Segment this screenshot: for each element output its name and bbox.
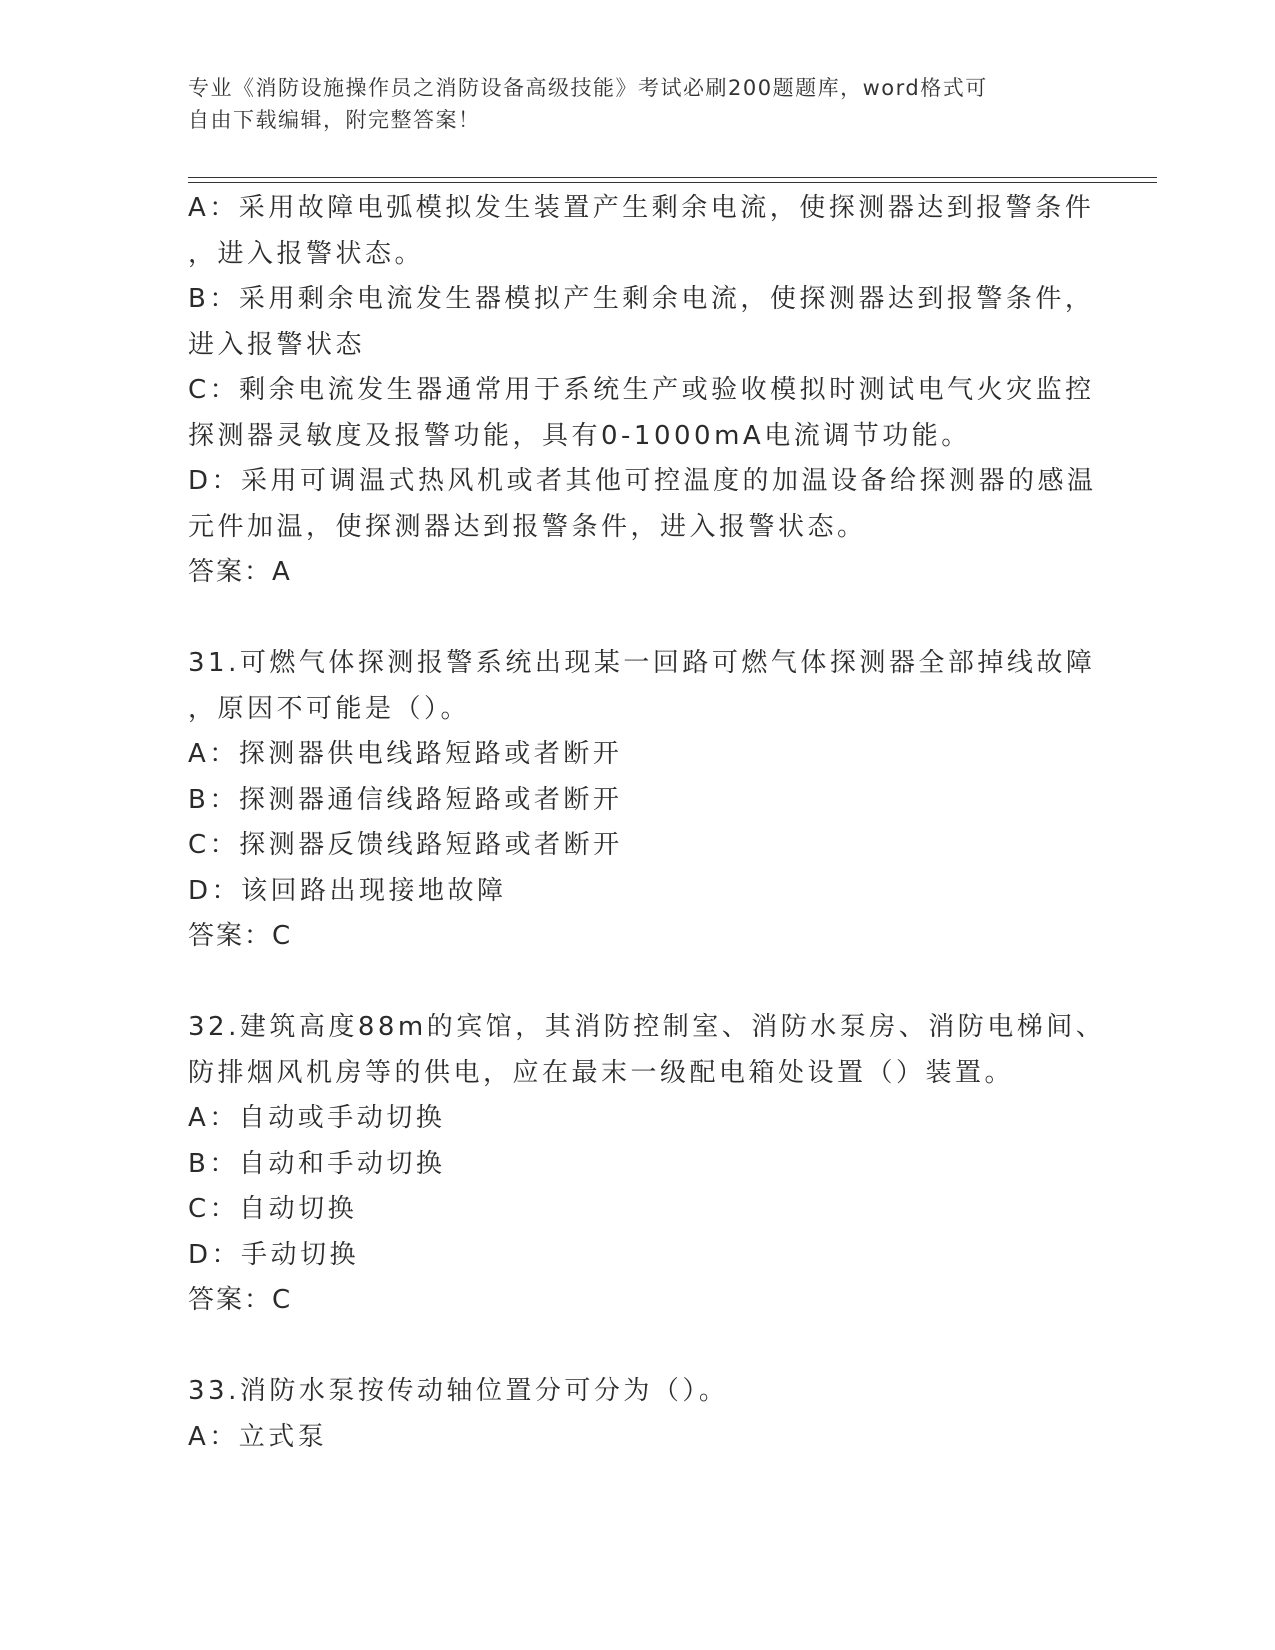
question-33 (188, 1369, 1088, 1460)
question-stem-line-1: 33.消防水泵按传动轴位置分可分为（）。 (188, 1376, 729, 1406)
document-header (188, 72, 1068, 136)
question-stem-line-1: 31.可燃气体探测报警系统出现某一回路可燃气体探测器全部掉线故障 (188, 648, 1096, 678)
question-stem-line-2: ，原因不可能是（）。 (188, 693, 471, 724)
option-d: D：手动切换 (188, 1239, 360, 1270)
option-d: D：该回路出现接地故障 (188, 875, 507, 906)
option-c-line-1: C：剩余电流发生器通常用于系统生产或验收模拟时测试电气火灾监控 (188, 375, 1095, 405)
answer-label: 答案： (188, 1285, 273, 1315)
option-b-line-1: B：采用剩余电流发生器模拟产生剩余电流，使探测器达到报警条件， (188, 284, 1095, 314)
answer-value: C (272, 1285, 292, 1315)
answer-label: 答案： (188, 557, 273, 587)
option-d-line-1: D：采用可调温式热风机或者其他可控温度的加温设备给探测器的感温 (188, 466, 1097, 496)
answer-value: C (272, 921, 292, 951)
option-d-line-2: 元件加温，使探测器达到报警条件，进入报警状态。 (188, 511, 867, 542)
header-divider-top (188, 177, 1157, 178)
question-30 (188, 186, 1097, 596)
question-list (188, 186, 1106, 1460)
option-c: C：自动切换 (188, 1194, 358, 1224)
header-title-line-1: 专业《消防设施操作员之消防设备高级技能》考试必刷200题题库，word格式可 (188, 76, 988, 100)
header-divider-bottom (188, 182, 1157, 183)
header-title-line-2: 自由下载编辑，附完整答案！ (188, 108, 481, 132)
answer (188, 1278, 1088, 1324)
question-32 (188, 1005, 1106, 1324)
answer-value: A (272, 557, 291, 587)
option-b-line-2: 进入报警状态 (188, 329, 366, 360)
question-spacer (188, 1324, 1088, 1370)
question-stem-line-1: 32.建筑高度88m的宾馆，其消防控制室、消防水泵房、消防电梯间、 (188, 1012, 1106, 1042)
option-b: B：自动和手动切换 (188, 1148, 446, 1179)
option-a-line-1: A：采用故障电弧模拟发生装置产生剩余电流，使探测器达到报警条件 (188, 193, 1095, 223)
question-spacer (188, 596, 1088, 642)
answer (188, 550, 1088, 596)
question-spacer (188, 960, 1088, 1006)
answer-label: 答案： (188, 921, 273, 951)
option-b: B：探测器通信线路短路或者断开 (188, 784, 623, 815)
option-a: A：自动或手动切换 (188, 1103, 446, 1133)
option-c: C：探测器反馈线路短路或者断开 (188, 830, 623, 860)
option-a-line-2: ，进入报警状态。 (188, 238, 425, 269)
answer (188, 914, 1088, 960)
option-c-line-2: 探测器灵敏度及报警功能，具有0-1000mA电流调节功能。 (188, 420, 971, 451)
question-stem-line-2: 防排烟风机房等的供电，应在最末一级配电箱处设置（）装置。 (188, 1057, 1015, 1088)
question-31 (188, 641, 1096, 960)
option-a: A：立式泵 (188, 1421, 328, 1452)
option-a: A：探测器供电线路短路或者断开 (188, 739, 623, 769)
